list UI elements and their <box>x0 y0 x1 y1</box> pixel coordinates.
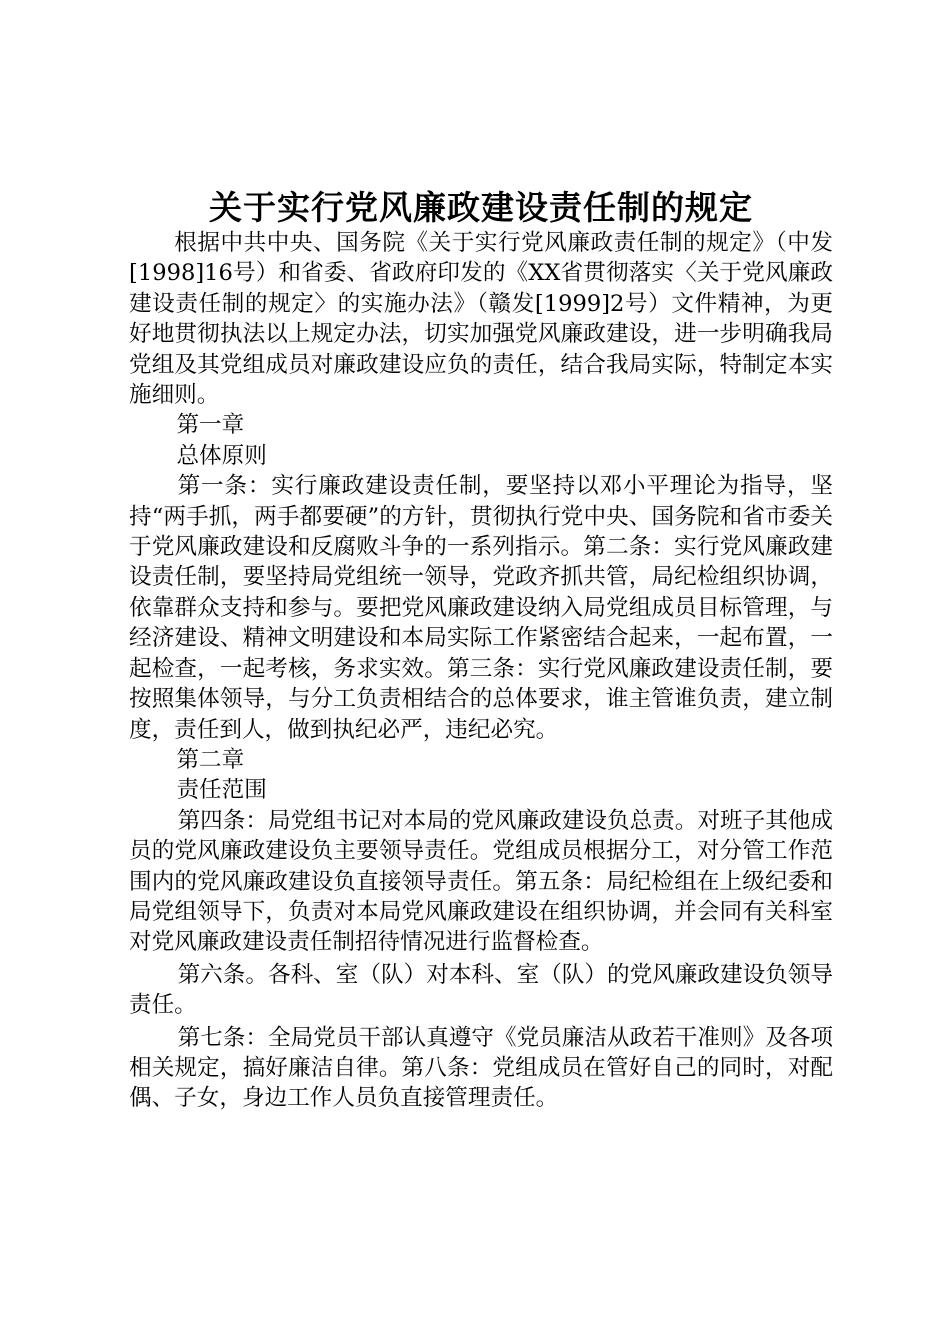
chapter-2-paragraph-3: 第七条：全局党员干部认真遵守《党员廉洁从政若干准则》及各项相关规定，搞好廉洁自律。第八条：党组成员在管好自己的同时，对配偶、子女，身边工作人员负直接管理责任。 <box>129 1024 833 1112</box>
document-title: 关于实行党风廉政建设责任制的规定 <box>209 188 753 227</box>
chapter-1-label: 第一章 <box>176 412 245 439</box>
document-page <box>129 188 833 1114</box>
intro-paragraph: 根据中共中央、国务院《关于实行党风廉政责任制的规定》（中发[1998]16号）和省委、省政府印发的《XX省贯彻落实〈关于党风廉政建设责任制的规定〉的实施办法》（赣发[1999]2号）文件精神，为更好地贯彻执法以上规定办法，切实加强党风廉政建设，进一步明确我局党组及其党组成员对廉政建设应负的责任，结合我局实际，特制定本实施细则。 <box>129 230 833 409</box>
chapter-1-text: 第一条：实行廉政建设责任制，要坚持以邓小平理论为指导，坚持“两手抓，两手都要硬”的方针，贯彻执行党中央、国务院和省市委关于党风廉政建设和反腐败斗争的一系列指示。第二条：实行党风廉政建设责任制，要坚持局党组统一领导，党政齐抓共管，局纪检组织协调，依靠群众支持和参与。要把党风廉政建设纳入局党组成员目标管理，与经济建设、精神文明建设和本局实际工作紧密结合起来，一起布置，一起检查，一起考核，务求实效。第三条：实行党风廉政建设责任制，要按照集体领导，与分工负责相结合的总体要求，谁主管谁负责，建立制度，责任到人，做到执纪必严，违纪必究。 <box>129 473 833 743</box>
chapter-1-name: 总体原则 <box>176 442 267 469</box>
chapter-2-name: 责任范围 <box>176 777 267 804</box>
chapter-2-paragraph-1: 第四条：局党组书记对本局的党风廉政建设负总责。对班子其他成员的党风廉政建设负主要领导责任。党组成员根据分工，对分管工作范围内的党风廉政建设负直接领导责任。第五条：局纪检组在上级纪委和局党组领导下，负责对本局党风廉政建设在组织协调，并会同有关科室对党风廉政建设责任制招待情况进行监督检查。 <box>129 807 833 956</box>
chapter-2-paragraph-2: 第六条。各科、室（队）对本科、室（队）的党风廉政建设负领导责任。 <box>129 961 833 1019</box>
chapter-2-label: 第二章 <box>176 746 245 773</box>
